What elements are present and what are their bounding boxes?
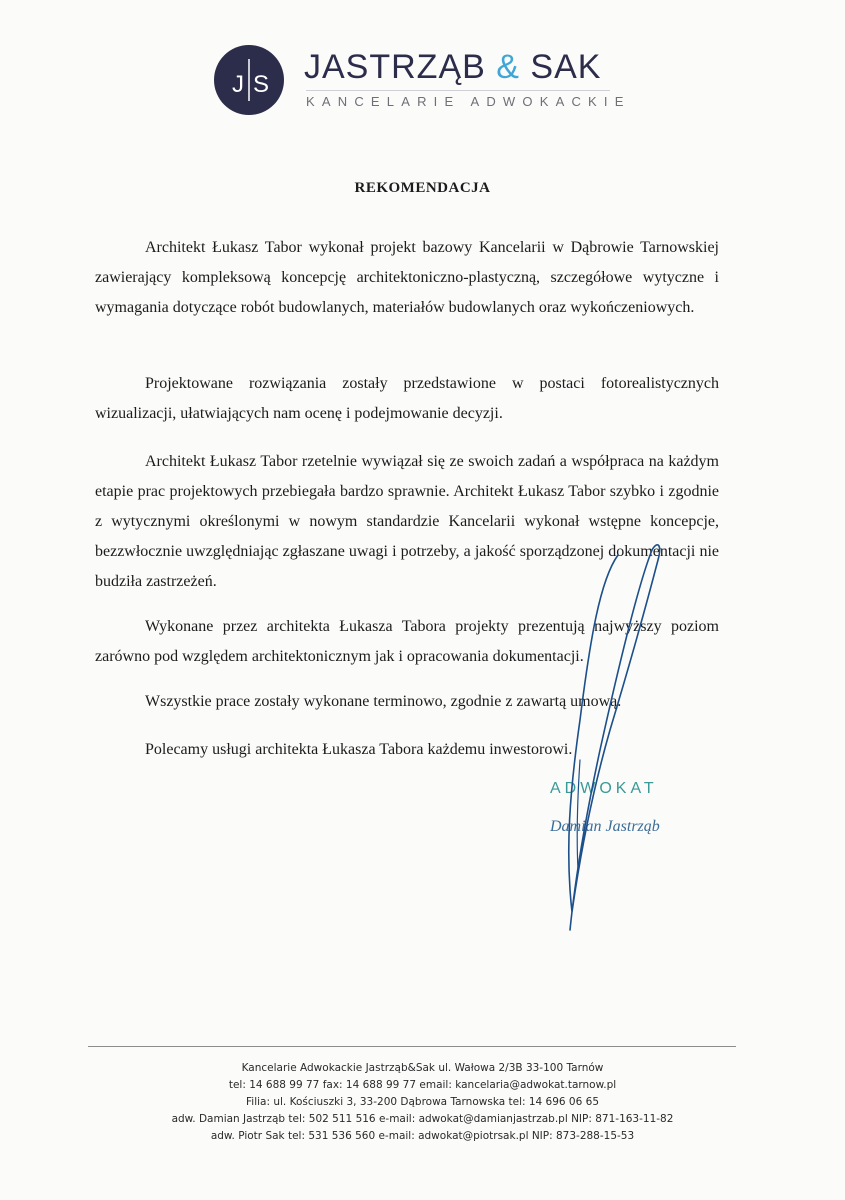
paragraph-1: Architekt Łukasz Tabor wykonał projekt bazowy Kancelarii w Dąbrowie Tarnowskiej zawierający kompleksową koncepcję architektoniczno-plastyczną, szczegółowe wytyczne i wymagania dotyczące robót budowlanych, materiałów budowlanych oraz wykończeniowych. bbox=[95, 239, 719, 316]
stamp-title: ADWOKAT bbox=[550, 780, 658, 797]
law-firm-logo bbox=[214, 42, 634, 122]
paragraph-5: Wszystkie prace zostały wykonane terminowo, zgodnie z zawartą umową. bbox=[145, 693, 622, 710]
footer-line-sak: adw. Piotr Sak tel: 531 536 560 e-mail: adwokat@piotrsak.pl NIP: 873-288-15-53 bbox=[210, 1130, 635, 1142]
paragraph-3: Architekt Łukasz Tabor rzetelnie wywiązał się ze swoich zadań a współpraca na każdym etapie prac projektowych przebiegała bardzo sprawnie. Architekt Łukasz Tabor szybko i zgodnie z wytycznymi określonymi w nowym standardzie Kancelarii wykonał wstępne koncepcje, bezzwłocznie uwzględniając zgłaszane uwagi i potrzeby, a jakość sporządzonej dokumentacji nie budziła zastrzeżeń. bbox=[95, 453, 719, 590]
document-title: REKOMENDACJA bbox=[354, 180, 491, 196]
logo-monogram bbox=[214, 45, 284, 115]
footer-line-jastrzab: adw. Damian Jastrząb tel: 502 511 516 e-mail: adwokat@damianjastrzab.pl NIP: 871-163-11-82 bbox=[171, 1113, 674, 1125]
footer-line-address: Kancelarie Adwokackie Jastrząb&Sak ul. Wałowa 2/3B 33-100 Tarnów bbox=[241, 1062, 604, 1074]
logo-letter-s: S bbox=[252, 71, 270, 98]
firm-name-left: JASTRZĄB bbox=[304, 48, 486, 86]
firm-name bbox=[304, 48, 601, 87]
firm-subtitle: KANCELARIE ADWOKACKIE bbox=[306, 94, 631, 109]
logo-divider bbox=[306, 90, 610, 91]
firm-name-right: SAK bbox=[530, 48, 602, 86]
footer-line-branch: Filia: ul. Kościuszki 3, 33-200 Dąbrowa Tarnowska tel: 14 696 06 65 bbox=[246, 1096, 599, 1108]
footer-line-phone: tel: 14 688 99 77 fax: 14 688 99 77 email: kancelaria@adwokat.tarnow.pl bbox=[228, 1079, 617, 1091]
paragraph-6: Polecamy usługi architekta Łukasza Tabora każdemu inwestorowi. bbox=[145, 741, 573, 758]
stamp-name: Damian Jastrząb bbox=[550, 818, 660, 835]
firm-name-ampersand: & bbox=[496, 48, 520, 86]
logo-letter-j: J bbox=[232, 71, 244, 98]
handwritten-signature bbox=[530, 520, 690, 940]
footer-divider bbox=[88, 1046, 736, 1047]
paragraph-4: Wykonane przez architekta Łukasza Tabora projekty prezentują najwyższy poziom zarówno pod względem architektonicznym jak i opracowania dokumentacji. bbox=[95, 618, 719, 665]
footer-contact-block bbox=[80, 1060, 765, 1145]
paragraph-2: Projektowane rozwiązania zostały przedstawione w postaci fotorealistycznych wizualizacji, ułatwiających nam ocenę i podejmowanie decyzji. bbox=[95, 375, 719, 422]
